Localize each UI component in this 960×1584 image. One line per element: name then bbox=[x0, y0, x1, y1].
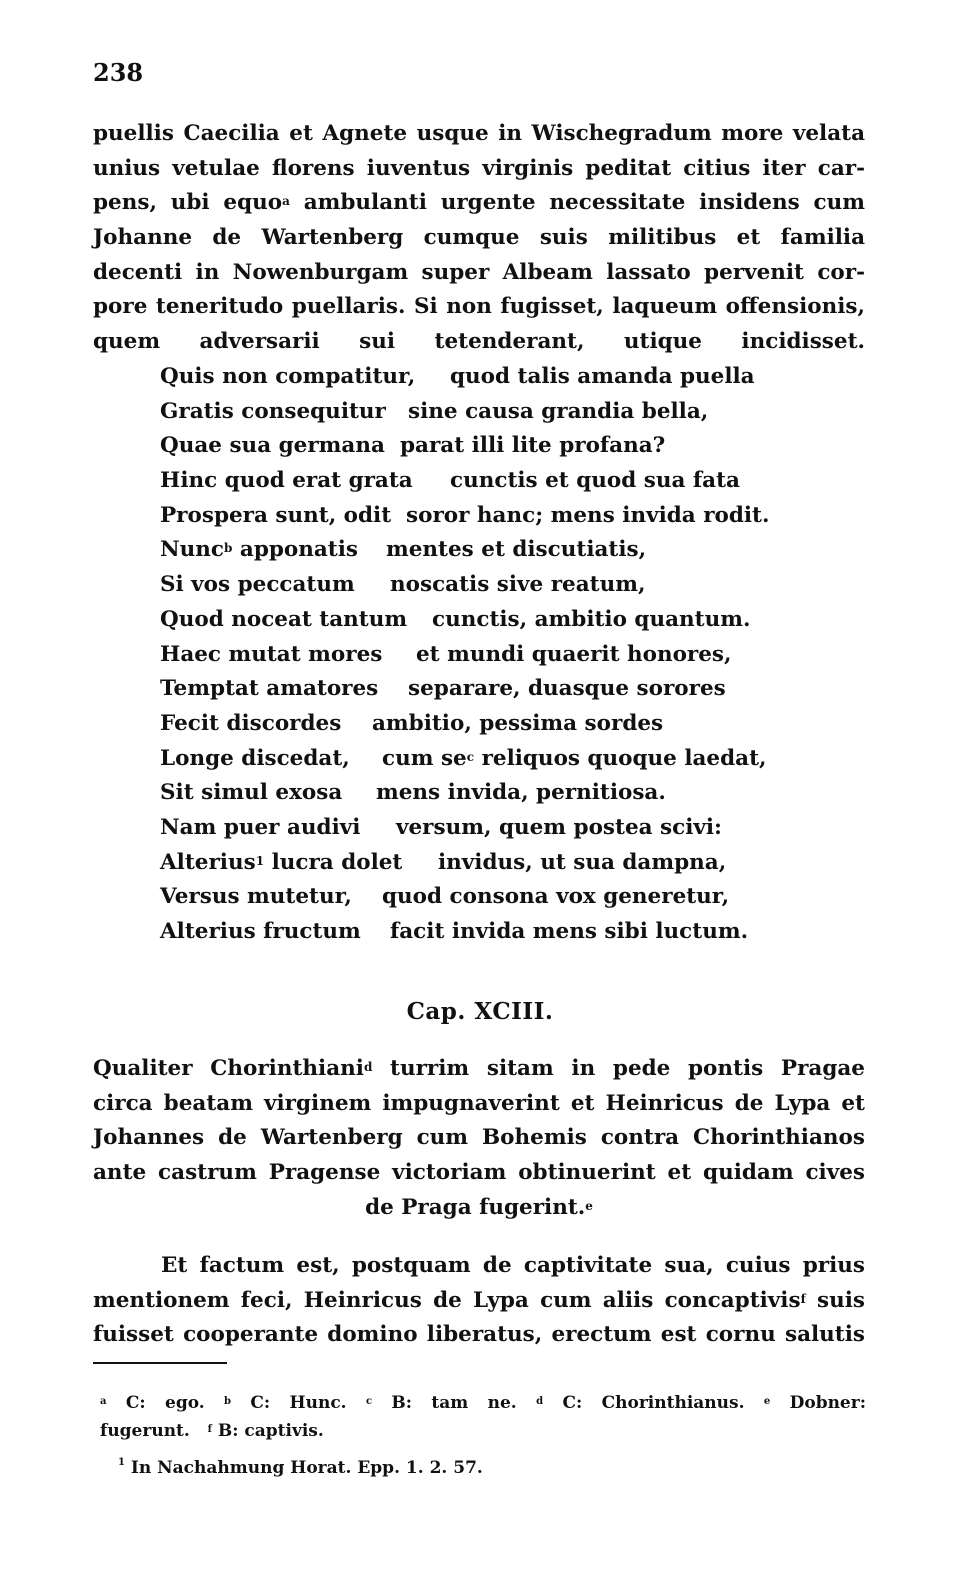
footnotes bbox=[100, 1389, 866, 1445]
verse-line: Prospera sunt, odit soror hanc; mens invida rodit. bbox=[160, 502, 770, 528]
footnote-f: $^f$ B: captivis. bbox=[207, 1421, 324, 1441]
text-line: Et factum est, postquam de captivitate sua, cuius prius bbox=[161, 1253, 865, 1278]
verse-line: Si vos peccatum noscatis sive reatum, bbox=[160, 572, 646, 598]
footnote-d: $^d$ C: Chorinthianus. bbox=[536, 1393, 745, 1413]
paragraph-2 bbox=[93, 1249, 865, 1353]
paragraph-1 bbox=[93, 117, 865, 360]
text-line: pore teneritudo puellaris. Si non fugisset, laqueum offensionis, bbox=[93, 294, 865, 320]
verse-line: Quae sua germana parat illi lite profana? bbox=[160, 433, 666, 459]
rubric-line: Johannes de Wartenberg cum Bohemis contra Chorinthianos bbox=[93, 1125, 865, 1151]
verse-line: Sit simul exosa mens invida, pernitiosa. bbox=[160, 780, 666, 806]
chapter-rubric bbox=[93, 1052, 865, 1225]
text-line: pens, ubi equo$^a$ ambulanti urgente necessitate insidens cum bbox=[93, 190, 865, 216]
footnote-a: $^a$ C: ego. bbox=[100, 1393, 205, 1413]
verse-line: Gratis consequitur sine causa grandia bella, bbox=[160, 398, 709, 424]
footnote-b: $^b$ C: Hunc. bbox=[224, 1393, 347, 1413]
text-line: puellis Caecilia et Agnete usque in Wischegradum more velata bbox=[93, 121, 865, 146]
verse-line: Nam puer audivi versum, quem postea scivi: bbox=[160, 814, 722, 840]
footnote-mark: e bbox=[585, 1198, 593, 1213]
footnote-line bbox=[100, 1389, 866, 1417]
verse-block bbox=[160, 360, 880, 950]
text-line: decenti in Nowenburgam super Albeam lassato pervenit cor- bbox=[93, 259, 865, 285]
chapter-title: Cap. XCIII. bbox=[406, 998, 554, 1025]
footnote-mark: 1 bbox=[255, 853, 265, 868]
footnote-mark: f bbox=[800, 1291, 806, 1306]
verse-line: Fecit discordes ambitio, pessima sordes bbox=[160, 710, 664, 736]
verse-line: Alterius$^1$ lucra dolet invidus, ut sua dampna, bbox=[160, 849, 727, 875]
verse-line: Versus mutetur, quod consona vox generetur, bbox=[160, 884, 730, 910]
footnote-separator bbox=[93, 1362, 227, 1364]
text-line: quem adversarii sui tetenderant, utique incidisset. bbox=[93, 329, 865, 355]
verse-line: Hinc quod erat grata cunctis et quod sua fata bbox=[160, 468, 740, 494]
verse-line: Haec mutat mores et mundi quaerit honores, bbox=[160, 641, 732, 667]
text-line: Johanne de Wartenberg cumque suis militibus et familia bbox=[93, 225, 865, 251]
rubric-line: circa beatam virginem impugnaverint et Heinricus de Lypa et bbox=[93, 1090, 865, 1116]
verse-line: Longe discedat, cum $se^c$ reliquos quoque laedat, bbox=[160, 745, 767, 771]
verse-line: Quis non compatitur, quod talis amanda puella bbox=[160, 364, 755, 389]
page-number: 238 bbox=[93, 58, 144, 87]
footnote-mark: c bbox=[466, 749, 475, 764]
footnote-mark: b bbox=[224, 541, 233, 556]
rubric-line: ante castrum Pragense victoriam obtinuerint et quidam cives bbox=[93, 1160, 865, 1186]
verse-line: Temptat amatores separare, duasque sorores bbox=[160, 676, 726, 702]
rubric-line: de Praga fugerint.$^e$ bbox=[365, 1194, 593, 1220]
verse-line: Quod noceat tantum cunctis, ambitio quantum. bbox=[160, 606, 751, 632]
verse-line: Alterius fructum facit invida mens sibi luctum. bbox=[160, 919, 749, 944]
text-line: fuisset cooperante domino liberatus, erectum est cornu salutis bbox=[93, 1322, 865, 1348]
reference-footnote: $^1$ In Nachahmung Horat. Epp. 1. 2. 57. bbox=[118, 1457, 483, 1478]
footnote-line: fugerunt. $^f$ B: captivis. bbox=[100, 1421, 324, 1441]
footnote-mark: a bbox=[282, 194, 290, 209]
footnote-c: $^c$ B: tam ne. bbox=[365, 1393, 517, 1413]
text-line: unius vetulae florens iuventus virginis peditat citius iter car- bbox=[93, 155, 865, 181]
rubric-line: Qualiter Chorinthiani$^d$ turrim sitam in pede pontis Pragae bbox=[93, 1056, 865, 1081]
verse-line: Nunc$^b$ apponatis mentes et discutiatis, bbox=[160, 537, 647, 563]
text-line: mentionem feci, Heinricus de Lypa cum aliis concaptivis$^f$ suis bbox=[93, 1287, 865, 1313]
footnote-mark: d bbox=[363, 1060, 373, 1074]
footnote-e: $^e$ Dobner: bbox=[763, 1393, 866, 1413]
